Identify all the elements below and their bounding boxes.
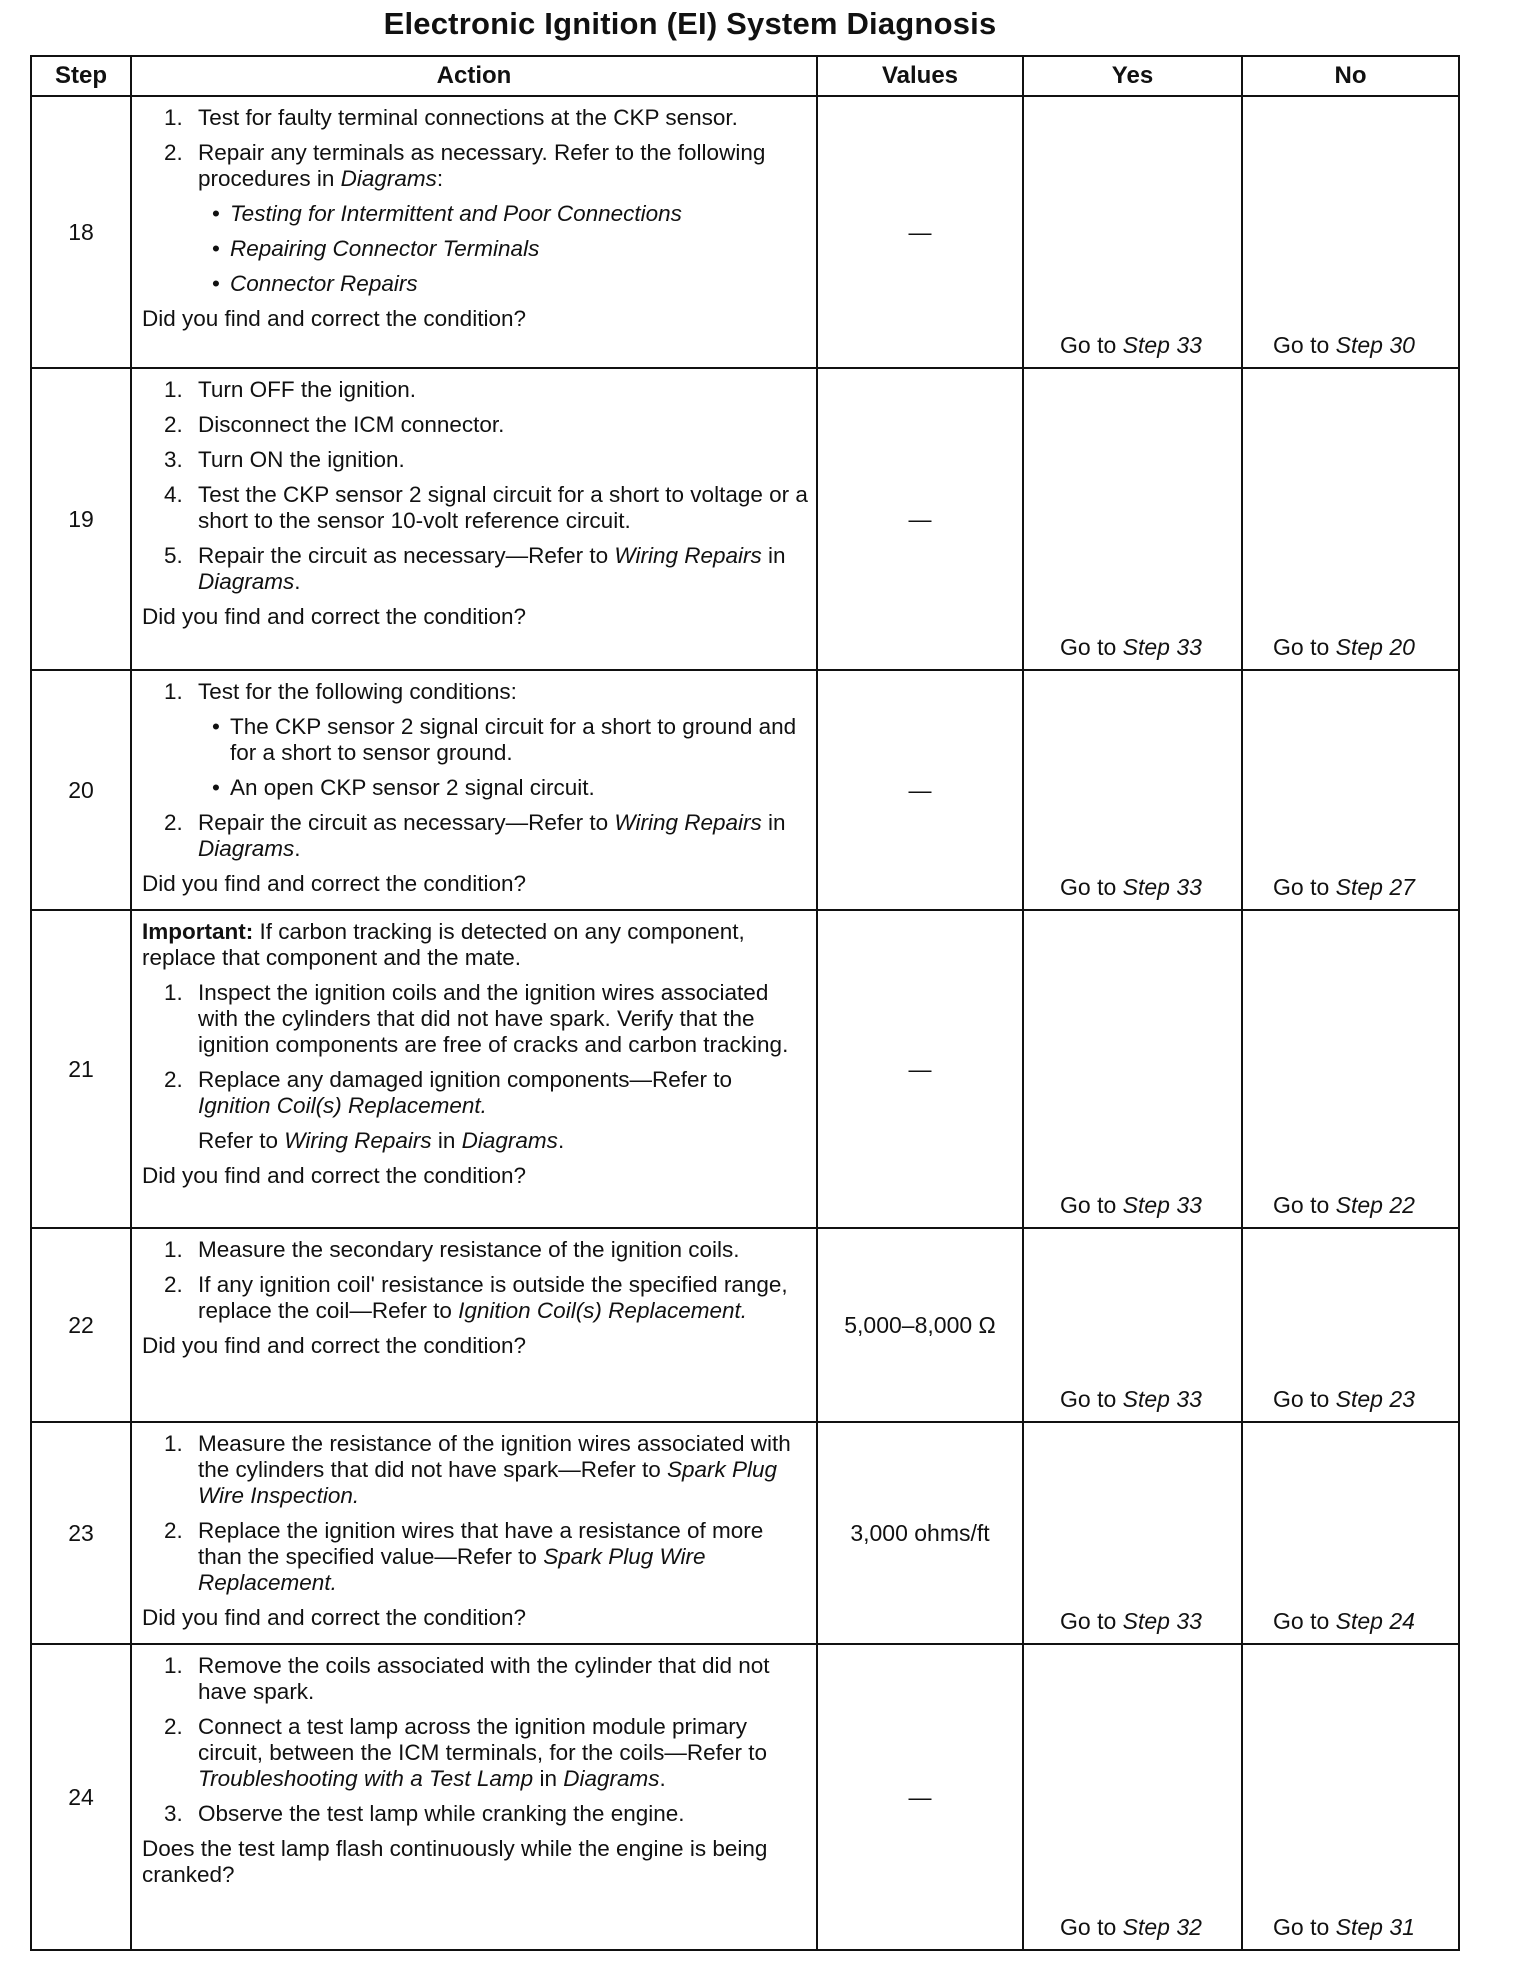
numbered-item xyxy=(142,543,808,595)
values-cell: — xyxy=(817,368,1023,670)
item-number: 2. xyxy=(164,1518,183,1543)
yes-goto-step: Step 33 xyxy=(1122,332,1202,358)
text-run: Did you find and correct the condition? xyxy=(142,306,526,331)
header-row xyxy=(31,56,1459,96)
bullet-marker: • xyxy=(212,775,220,800)
table-body xyxy=(31,96,1459,1950)
yes-cell xyxy=(1023,910,1242,1228)
italic-text: Ignition Coil(s) Replacement. xyxy=(458,1298,747,1323)
no-goto-step: Step 24 xyxy=(1335,1608,1415,1634)
italic-text: Troubleshooting with a Test Lamp xyxy=(198,1766,534,1791)
item-number: 2. xyxy=(164,1067,183,1092)
text-run: Inspect the ignition coils and the ignition wires associated with the cylinders that did not have spark. Verify that the ignition components are free of cracks and carbon tracking. xyxy=(198,980,789,1057)
italic-text: Diagrams xyxy=(563,1766,660,1791)
text-run: . xyxy=(294,569,301,594)
values-cell: 5,000–8,000 Ω xyxy=(817,1228,1023,1422)
text-run: If any ignition coil' resistance is outside the specified range, replace the coil—Refer to xyxy=(198,1272,788,1323)
item-number: 1. xyxy=(164,1431,183,1456)
no-goto-prefix: Go to xyxy=(1273,1608,1336,1634)
action-cell xyxy=(131,96,817,368)
numbered-item xyxy=(142,1653,808,1705)
item-number: 2. xyxy=(164,810,183,835)
header-step: Step xyxy=(31,56,131,96)
no-goto-step: Step 30 xyxy=(1335,332,1415,358)
text-run: Turn OFF the ignition. xyxy=(198,377,417,402)
numbered-item xyxy=(142,1237,808,1263)
step-number: 23 xyxy=(31,1422,131,1644)
item-number: 1. xyxy=(164,1653,183,1678)
text-run: Did you find and correct the condition? xyxy=(142,604,526,629)
diagnosis-table xyxy=(30,55,1460,1951)
text-run: The CKP sensor 2 signal circuit for a short to ground and for a short to sensor ground. xyxy=(230,714,797,765)
diagnostic-question xyxy=(142,871,808,897)
text-run: An open CKP sensor 2 signal circuit. xyxy=(230,775,595,800)
text-run: If carbon tracking is detected on any component, replace that component and the mate. xyxy=(142,919,745,970)
no-cell xyxy=(1242,1422,1459,1644)
numbered-item xyxy=(142,810,808,862)
no-cell xyxy=(1242,910,1459,1228)
diagnostic-question xyxy=(142,1605,808,1631)
text-run: Did you find and correct the condition? xyxy=(142,1163,526,1188)
important-note xyxy=(142,919,808,971)
yes-cell xyxy=(1023,670,1242,910)
values-cell: — xyxy=(817,910,1023,1228)
yes-goto-step: Step 33 xyxy=(1122,874,1202,900)
action-cell xyxy=(131,1422,817,1644)
numbered-item xyxy=(142,377,808,403)
yes-cell xyxy=(1023,1422,1242,1644)
no-goto-step: Step 20 xyxy=(1335,634,1415,660)
yes-goto-prefix: Go to xyxy=(1060,1192,1123,1218)
bullet-item xyxy=(142,201,808,227)
text-run: . xyxy=(659,1766,666,1791)
text-run: in xyxy=(431,1128,462,1153)
item-number: 3. xyxy=(164,447,183,472)
no-goto-prefix: Go to xyxy=(1273,1386,1336,1412)
numbered-item xyxy=(142,1801,808,1827)
values-cell: 3,000 ohms/ft xyxy=(817,1422,1023,1644)
italic-text: Diagrams xyxy=(340,166,437,191)
table-row xyxy=(31,368,1459,670)
italic-text: Ignition Coil(s) Replacement. xyxy=(198,1093,487,1118)
item-number: 1. xyxy=(164,377,183,402)
item-number: 3. xyxy=(164,1801,183,1826)
bullet-item xyxy=(142,236,808,262)
no-goto-step: Step 27 xyxy=(1335,874,1415,900)
bullet-marker: • xyxy=(212,271,220,296)
italic-text: Spark Plug Wire Replacement. xyxy=(198,1544,706,1595)
italic-text: Repairing Connector Terminals xyxy=(230,236,540,261)
yes-cell xyxy=(1023,368,1242,670)
numbered-item xyxy=(142,1272,808,1324)
yes-goto-prefix: Go to xyxy=(1060,1608,1123,1634)
no-goto-prefix: Go to xyxy=(1273,1914,1336,1940)
text-run: Does the test lamp flash continuously while the engine is being cranked? xyxy=(142,1836,768,1887)
bullet-item xyxy=(142,271,808,297)
yes-cell xyxy=(1023,1228,1242,1422)
action-cell xyxy=(131,1644,817,1950)
numbered-item xyxy=(142,140,808,192)
yes-cell xyxy=(1023,1644,1242,1950)
diagnostic-question xyxy=(142,1163,808,1189)
item-number: 1. xyxy=(164,679,183,704)
table-row xyxy=(31,1644,1459,1950)
text-run: Turn ON the ignition. xyxy=(198,447,405,472)
text-run: in xyxy=(761,810,786,835)
values-cell: — xyxy=(817,1644,1023,1950)
no-cell xyxy=(1242,670,1459,910)
item-number: 2. xyxy=(164,1714,183,1739)
text-run: Remove the coils associated with the cylinder that did not have spark. xyxy=(198,1653,770,1704)
no-goto-step: Step 23 xyxy=(1335,1386,1415,1412)
italic-text: Diagrams xyxy=(461,1128,558,1153)
yes-goto-prefix: Go to xyxy=(1060,332,1123,358)
text-run: Repair the circuit as necessary—Refer to xyxy=(198,543,615,568)
yes-goto-step: Step 33 xyxy=(1122,1386,1202,1412)
diagnostic-question xyxy=(142,1836,808,1888)
text-run: Repair any terminals as necessary. Refer to the following procedures in xyxy=(198,140,766,191)
text-run: Measure the secondary resistance of the ignition coils. xyxy=(198,1237,740,1262)
header-values: Values xyxy=(817,56,1023,96)
text-run: Replace any damaged ignition components—Refer to xyxy=(198,1067,733,1092)
table-row xyxy=(31,670,1459,910)
text-run: . xyxy=(557,1128,565,1153)
text-run: Did you find and correct the condition? xyxy=(142,1333,526,1358)
bullet-item xyxy=(142,775,808,801)
text-run: Repair the circuit as necessary—Refer to xyxy=(198,810,615,835)
yes-goto-step: Step 33 xyxy=(1122,1192,1202,1218)
item-number: 1. xyxy=(164,980,183,1005)
numbered-item xyxy=(142,1714,808,1792)
no-goto-prefix: Go to xyxy=(1273,874,1336,900)
header-yes: Yes xyxy=(1023,56,1242,96)
action-cell xyxy=(131,910,817,1228)
text-run: Test for faulty terminal connections at the CKP sensor. xyxy=(198,105,738,130)
text-run: Test for the following conditions: xyxy=(198,679,517,704)
text-run: Refer to xyxy=(198,1128,285,1153)
text-run: Did you find and correct the condition? xyxy=(142,1605,526,1630)
bullet-marker: • xyxy=(212,714,220,739)
yes-goto-step: Step 33 xyxy=(1122,1608,1202,1634)
numbered-item xyxy=(142,412,808,438)
yes-cell xyxy=(1023,96,1242,368)
item-number: 2. xyxy=(164,140,183,165)
step-number: 21 xyxy=(31,910,131,1228)
numbered-item xyxy=(142,447,808,473)
italic-text: Spark Plug Wire Inspection. xyxy=(198,1457,778,1508)
yes-goto-step: Step 32 xyxy=(1122,1914,1202,1940)
no-goto-step: Step 31 xyxy=(1335,1914,1415,1940)
diagnostic-question xyxy=(142,604,808,630)
italic-text: Diagrams xyxy=(198,569,295,594)
bullet-marker: • xyxy=(212,236,220,261)
page-title: Electronic Ignition (EI) System Diagnosis xyxy=(383,6,997,41)
numbered-item xyxy=(142,1431,808,1509)
italic-text: Wiring Repairs xyxy=(614,810,762,835)
numbered-item xyxy=(142,679,808,705)
numbered-item xyxy=(142,482,808,534)
text-run: Replace the ignition wires that have a resistance of more than the specified value—Refer to xyxy=(198,1518,764,1569)
item-number: 1. xyxy=(164,1237,183,1262)
item-number: 2. xyxy=(164,412,183,437)
yes-goto-prefix: Go to xyxy=(1060,1386,1123,1412)
action-cell xyxy=(131,368,817,670)
action-cell xyxy=(131,670,817,910)
text-run: Measure the resistance of the ignition wires associated with the cylinders that did not have spark—Refer to xyxy=(198,1431,791,1482)
yes-goto-step: Step 33 xyxy=(1122,634,1202,660)
text-run: . xyxy=(294,836,301,861)
no-cell xyxy=(1242,1644,1459,1950)
text-run: in xyxy=(533,1766,564,1791)
bold-text: Important: xyxy=(142,919,254,944)
no-goto-prefix: Go to xyxy=(1273,1192,1336,1218)
italic-text: Diagrams xyxy=(198,836,295,861)
step-number: 19 xyxy=(31,368,131,670)
text-run: Observe the test lamp while cranking the engine. xyxy=(198,1801,685,1826)
numbered-item xyxy=(142,105,808,131)
yes-goto-prefix: Go to xyxy=(1060,1914,1123,1940)
header-action: Action xyxy=(131,56,817,96)
step-number: 24 xyxy=(31,1644,131,1950)
italic-text: Wiring Repairs xyxy=(614,543,762,568)
numbered-item xyxy=(142,1067,808,1119)
item-number: 2. xyxy=(164,1272,183,1297)
step-number: 22 xyxy=(31,1228,131,1422)
text-run: Test the CKP sensor 2 signal circuit for a short to voltage or a short to the sensor 10-volt reference circuit. xyxy=(198,482,808,533)
step-number: 18 xyxy=(31,96,131,368)
table-row xyxy=(31,1228,1459,1422)
bullet-item xyxy=(142,714,808,766)
no-cell xyxy=(1242,96,1459,368)
numbered-item xyxy=(142,980,808,1058)
no-goto-prefix: Go to xyxy=(1273,332,1336,358)
text-run: Did you find and correct the condition? xyxy=(142,871,526,896)
no-goto-step: Step 22 xyxy=(1335,1192,1415,1218)
values-cell: — xyxy=(817,670,1023,910)
diagnostic-question xyxy=(142,306,808,332)
diagnostic-question xyxy=(142,1333,808,1359)
yes-goto-prefix: Go to xyxy=(1060,874,1123,900)
numbered-item xyxy=(142,1518,808,1596)
refer-note xyxy=(142,1128,808,1154)
step-number: 20 xyxy=(31,670,131,910)
text-run: Disconnect the ICM connector. xyxy=(198,412,505,437)
no-cell xyxy=(1242,368,1459,670)
item-number: 5. xyxy=(164,543,183,568)
text-run: : xyxy=(436,166,444,191)
item-number: 4. xyxy=(164,482,183,507)
table-row xyxy=(31,910,1459,1228)
yes-goto-prefix: Go to xyxy=(1060,634,1123,660)
action-cell xyxy=(131,1228,817,1422)
text-run: Connect a test lamp across the ignition module primary circuit, between the ICM terminals, for the coils—Refer to xyxy=(198,1714,767,1765)
italic-text: Testing for Intermittent and Poor Connections xyxy=(230,201,682,226)
table-row xyxy=(31,1422,1459,1644)
bullet-marker: • xyxy=(212,201,220,226)
item-number: 1. xyxy=(164,105,183,130)
italic-text: Wiring Repairs xyxy=(284,1128,432,1153)
table-row xyxy=(31,96,1459,368)
values-cell: — xyxy=(817,96,1023,368)
no-goto-prefix: Go to xyxy=(1273,634,1336,660)
italic-text: Connector Repairs xyxy=(230,271,418,296)
no-cell xyxy=(1242,1228,1459,1422)
header-no: No xyxy=(1242,56,1459,96)
text-run: in xyxy=(761,543,786,568)
